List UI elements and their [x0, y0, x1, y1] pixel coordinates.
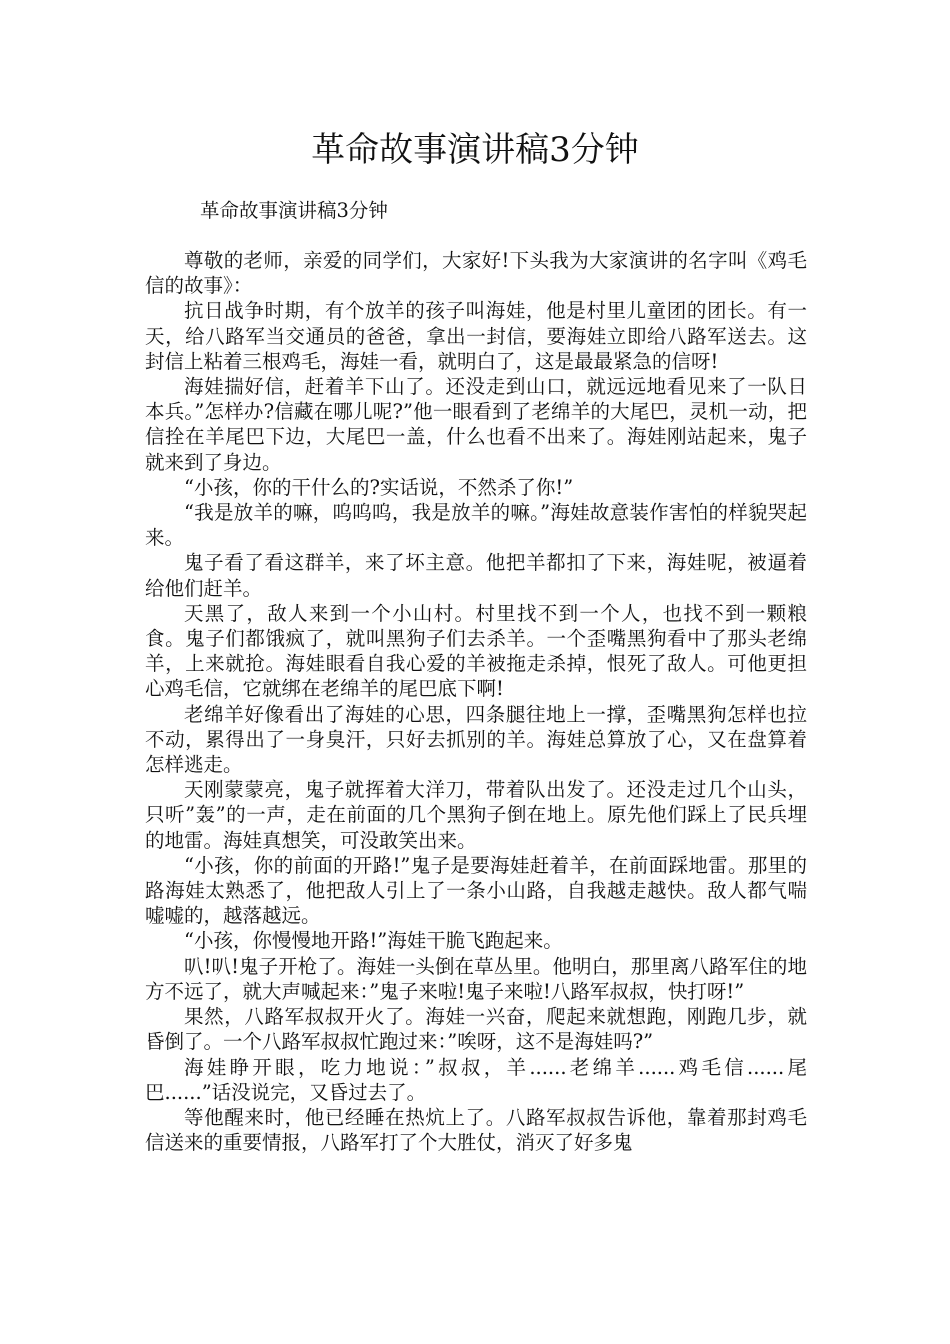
- document-body: [145, 248, 807, 1155]
- paragraph: 尊敬的老师，亲爱的同学们，大家好!下头我为大家演讲的名字叫《鸡毛信的故事》：: [145, 249, 807, 298]
- paragraph: 天黑了，敌人来到一个小山村。村里找不到一个人，也找不到一颗粮食。鬼子们都饿疯了，就叫黑狗子们去杀羊。一个歪嘴黑狗看中了那头老绵羊，上来就抢。海娃眼看自我心爱的羊被拖走杀掉，恨死了敌人。可他更担心鸡毛信，它就绑在老绵羊的尾巴底下啊!: [145, 601, 807, 701]
- paragraph: “小孩，你的前面的开路!”鬼子是要海娃赶着羊，在前面踩地雷。那里的路海娃太熟悉了，他把敌人引上了一条小山路，自我越走越快。敌人都气喘嘘嘘的，越落越远。: [145, 853, 807, 928]
- paragraph: 抗日战争时期，有个放羊的孩子叫海娃，他是村里儿童团的团长。有一天，给八路军当交通员的爸爸，拿出一封信，要海娃立即给八路军送去。这封信上粘着三根鸡毛，海娃一看，就明白了，这是最最紧急的信呀!: [145, 299, 807, 373]
- paragraph: 老绵羊好像看出了海娃的心思，四条腿往地上一撑，歪嘴黑狗怎样也拉不动，累得出了一身臭汗，只好去抓别的羊。海娃总算放了心，又在盘算着怎样逃走。: [145, 702, 807, 777]
- paragraph: 果然，八路军叔叔开火了。海娃一兴奋，爬起来就想跑，刚跑几步，就昏倒了。一个八路军叔叔忙跑过来：”唉呀，这不是海娃吗?”: [145, 1005, 807, 1054]
- paragraph: “小孩，你的干什么的?实话说，不然杀了你!”: [184, 475, 574, 499]
- document-subtitle: 革命故事演讲稿3分钟: [200, 199, 388, 222]
- paragraph: “小孩，你慢慢地开路!”海娃干脆飞跑起来。: [184, 929, 563, 953]
- paragraph: “我是放羊的嘛，呜呜呜，我是放羊的嘛。”海娃故意装作害怕的样貌哭起来。: [145, 501, 807, 550]
- document-title: 革命故事演讲稿3分钟: [311, 130, 639, 170]
- paragraph: 等他醒来时，他已经睡在热炕上了。八路军叔叔告诉他，靠着那封鸡毛信送来的重要情报，八路军打了个大胜仗，消灭了好多鬼: [145, 1105, 807, 1155]
- paragraph: 天刚蒙蒙亮，鬼子就挥着大洋刀，带着队出发了。还没走过几个山头，只听”轰”的一声，走在前面的几个黑狗子倒在地上。原先他们踩上了民兵埋的地雷。海娃真想笑，可没敢笑出来。: [145, 778, 807, 852]
- paragraph: 叭!叭!鬼子开枪了。海娃一头倒在草丛里。他明白，那里离八路军住的地方不远了，就大声喊起来：”鬼子来啦!鬼子来啦!八路军叔叔，快打呀!”: [145, 954, 807, 1003]
- paragraph: 鬼子看了看这群羊，来了坏主意。他把羊都扣了下来，海娃呢，被逼着给他们赶羊。: [145, 551, 807, 600]
- paragraph: 海娃揣好信，赶着羊下山了。还没走到山口，就远远地看见来了一队日本兵。”怎样办?信藏在哪儿呢?”他一眼看到了老绵羊的大尾巴，灵机一动，把信拴在羊尾巴下边，大尾巴一盖，什么也看不出来了。海娃刚站起来，鬼子就来到了身边。: [145, 375, 807, 474]
- paragraph: 海娃睁开眼，吃力地说：”叔叔，羊......老绵羊......鸡毛信......尾巴......”话没说完，又昏过去了。: [145, 1055, 807, 1104]
